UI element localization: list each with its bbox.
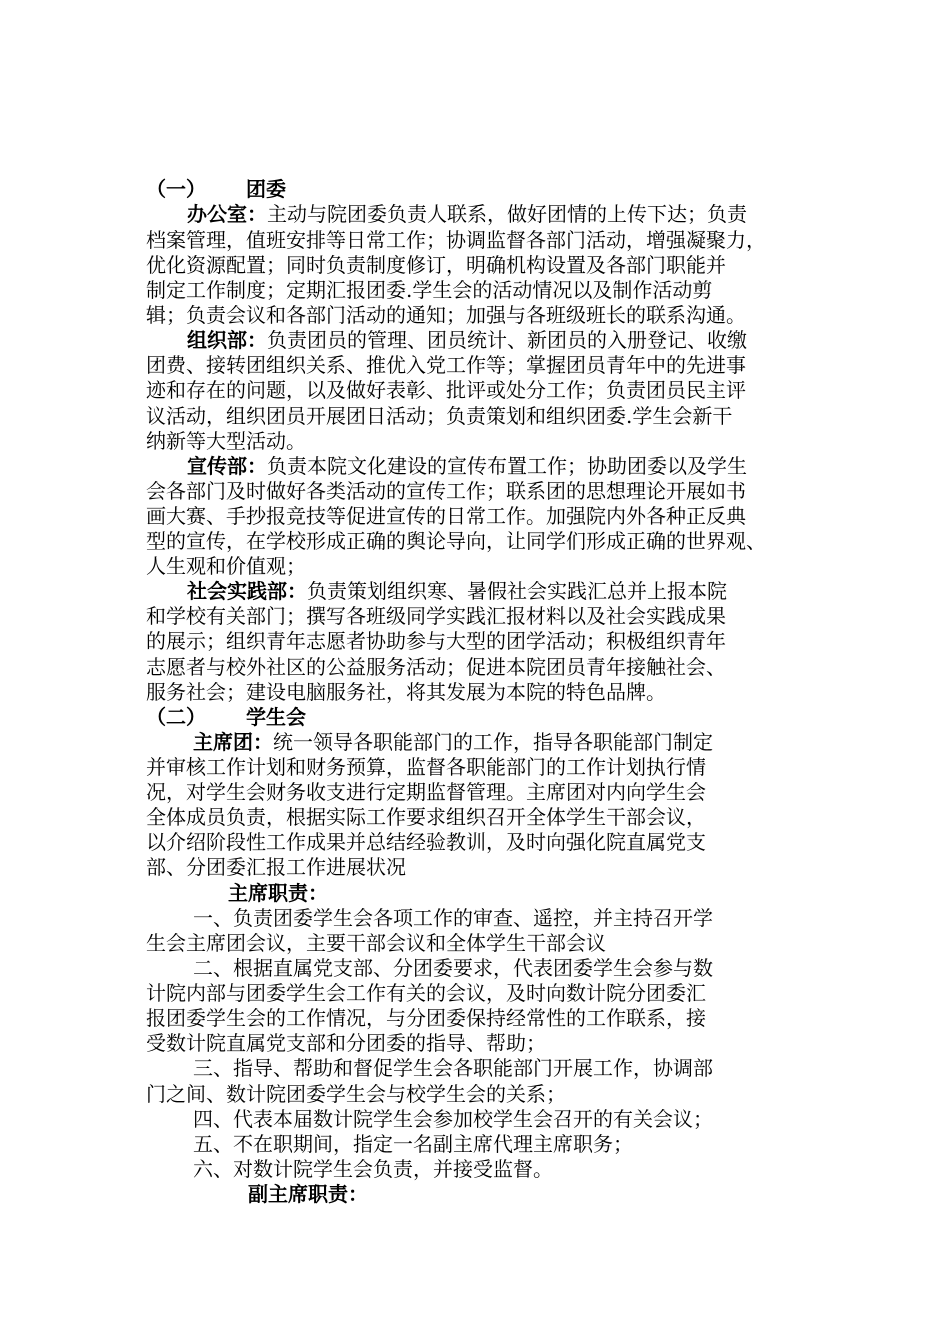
duties-heading: 主席职责： (228, 881, 328, 905)
paragraph-line: 计院内部与团委学生会工作有关的会议，及时向数计院分团委汇 (146, 981, 706, 1005)
dept-label: 主席团： (193, 730, 273, 754)
paragraph-line: 四、代表本届数计院学生会参加校学生会召开的有关会议； (193, 1107, 713, 1131)
paragraph-line: 报团委学生会的工作情况，与分团委保持经常性的工作联系，接 (146, 1006, 706, 1030)
paragraph-line: 纳新等大型活动。 (146, 429, 306, 453)
paragraph-line: 全体成员负责，根据实际工作要求组织召开全体学生干部会议， (146, 805, 706, 829)
paragraph-line: 画大赛、手抄报竞技等促进宣传的日常工作。加强院内外各种正反典 (146, 504, 746, 528)
line-text: 负责策划组织寒、暑假社会实践汇总并上报本院 (307, 579, 727, 603)
paragraph-line: 门之间、数计院团委学生会与校学生会的关系； (146, 1082, 566, 1106)
section-heading-1 (146, 177, 286, 201)
paragraph-line: 团费、接转团组织关系、推优入党工作等；掌握团员青年中的先进事 (146, 353, 746, 377)
line-text: 主动与院团委负责人联系，做好团情的上传下达；负责 (267, 202, 747, 226)
paragraph-line: 五、不在职期间，指定一名副主席代理主席职务； (193, 1132, 633, 1156)
paragraph-line (187, 579, 727, 603)
section-title: 团委 (246, 177, 286, 201)
section-heading-2 (146, 705, 306, 729)
paragraph-line: 会各部门及时做好各类活动的宣传工作；联系团的思想理论开展如书 (146, 479, 746, 503)
dept-label: 宣传部： (187, 454, 267, 478)
paragraph-line: 三、指导、帮助和督促学生会各职能部门开展工作，协调部 (193, 1056, 713, 1080)
section-number: （二） (146, 705, 206, 729)
paragraph-line: 档案管理，值班安排等日常工作；协调监督各部门活动，增强凝聚力， (146, 228, 766, 252)
paragraph-line: 况，对学生会财务收支进行定期监督管理。主席团对内向学生会 (146, 780, 706, 804)
paragraph-line: 人生观和价值观； (146, 554, 306, 578)
paragraph-line: 的展示；组织青年志愿者协助参与大型的团学活动；积极组织青年 (146, 629, 726, 653)
paragraph-line: 优化资源配置；同时负责制度修订，明确机构设置及各部门职能并 (146, 253, 726, 277)
paragraph-line: 并审核工作计划和财务预算，监督各职能部门的工作计划执行情 (146, 755, 706, 779)
paragraph-line: 议活动，组织团员开展团日活动；负责策划和组织团委.学生会新干 (146, 404, 733, 428)
paragraph-line: 制定工作制度；定期汇报团委.学生会的活动情况以及制作活动剪 (146, 278, 713, 302)
paragraph-line: 生会主席团会议，主要干部会议和全体学生干部会议 (146, 931, 606, 955)
paragraph-line (187, 454, 747, 478)
dept-label: 办公室： (187, 202, 267, 226)
paragraph-line: 以介绍阶段性工作成果并总结经验教训，及时向强化院直属党支 (146, 830, 706, 854)
paragraph-line (187, 202, 747, 226)
paragraph-line: 迹和存在的问题，以及做好表彰、批评或处分工作；负责团员民主评 (146, 378, 746, 402)
paragraph-line: 辑；负责会议和各部门活动的通知；加强与各班级班长的联系沟通。 (146, 303, 746, 327)
paragraph-line: 二、根据直属党支部、分团委要求，代表团委学生会参与数 (193, 956, 713, 980)
dept-label: 社会实践部： (187, 579, 307, 603)
dept-label: 组织部： (187, 328, 267, 352)
paragraph-line: 和学校有关部门；撰写各班级同学实践汇报材料以及社会实践成果 (146, 604, 726, 628)
paragraph-line: 部、分团委汇报工作进展状况 (146, 855, 406, 879)
line-text: 统一领导各职能部门的工作，指导各职能部门制定 (273, 730, 713, 754)
paragraph-line: 一、负责团委学生会各项工作的审查、遥控，并主持召开学 (193, 906, 713, 930)
paragraph-line: 型的宣传，在学校形成正确的舆论导向，让同学们形成正确的世界观、 (146, 529, 766, 553)
line-text: 负责本院文化建设的宣传布置工作；协助团委以及学生 (267, 454, 747, 478)
line-text: 负责团员的管理、团员统计、新团员的入册登记、收缴 (267, 328, 747, 352)
paragraph-line (187, 328, 747, 352)
paragraph-line: 六、对数计院学生会负责，并接受监督。 (193, 1157, 553, 1181)
section-title: 学生会 (246, 705, 306, 729)
duties-heading: 副主席职责： (248, 1182, 368, 1206)
paragraph-line (193, 730, 713, 754)
paragraph-line: 服务社会；建设电脑服务社，将其发展为本院的特色品牌。 (146, 680, 666, 704)
section-number: （一） (146, 177, 206, 201)
paragraph-line: 志愿者与校外社区的公益服务活动；促进本院团员青年接触社会、 (146, 655, 726, 679)
paragraph-line: 受数计院直属党支部和分团委的指导、帮助； (146, 1031, 546, 1055)
